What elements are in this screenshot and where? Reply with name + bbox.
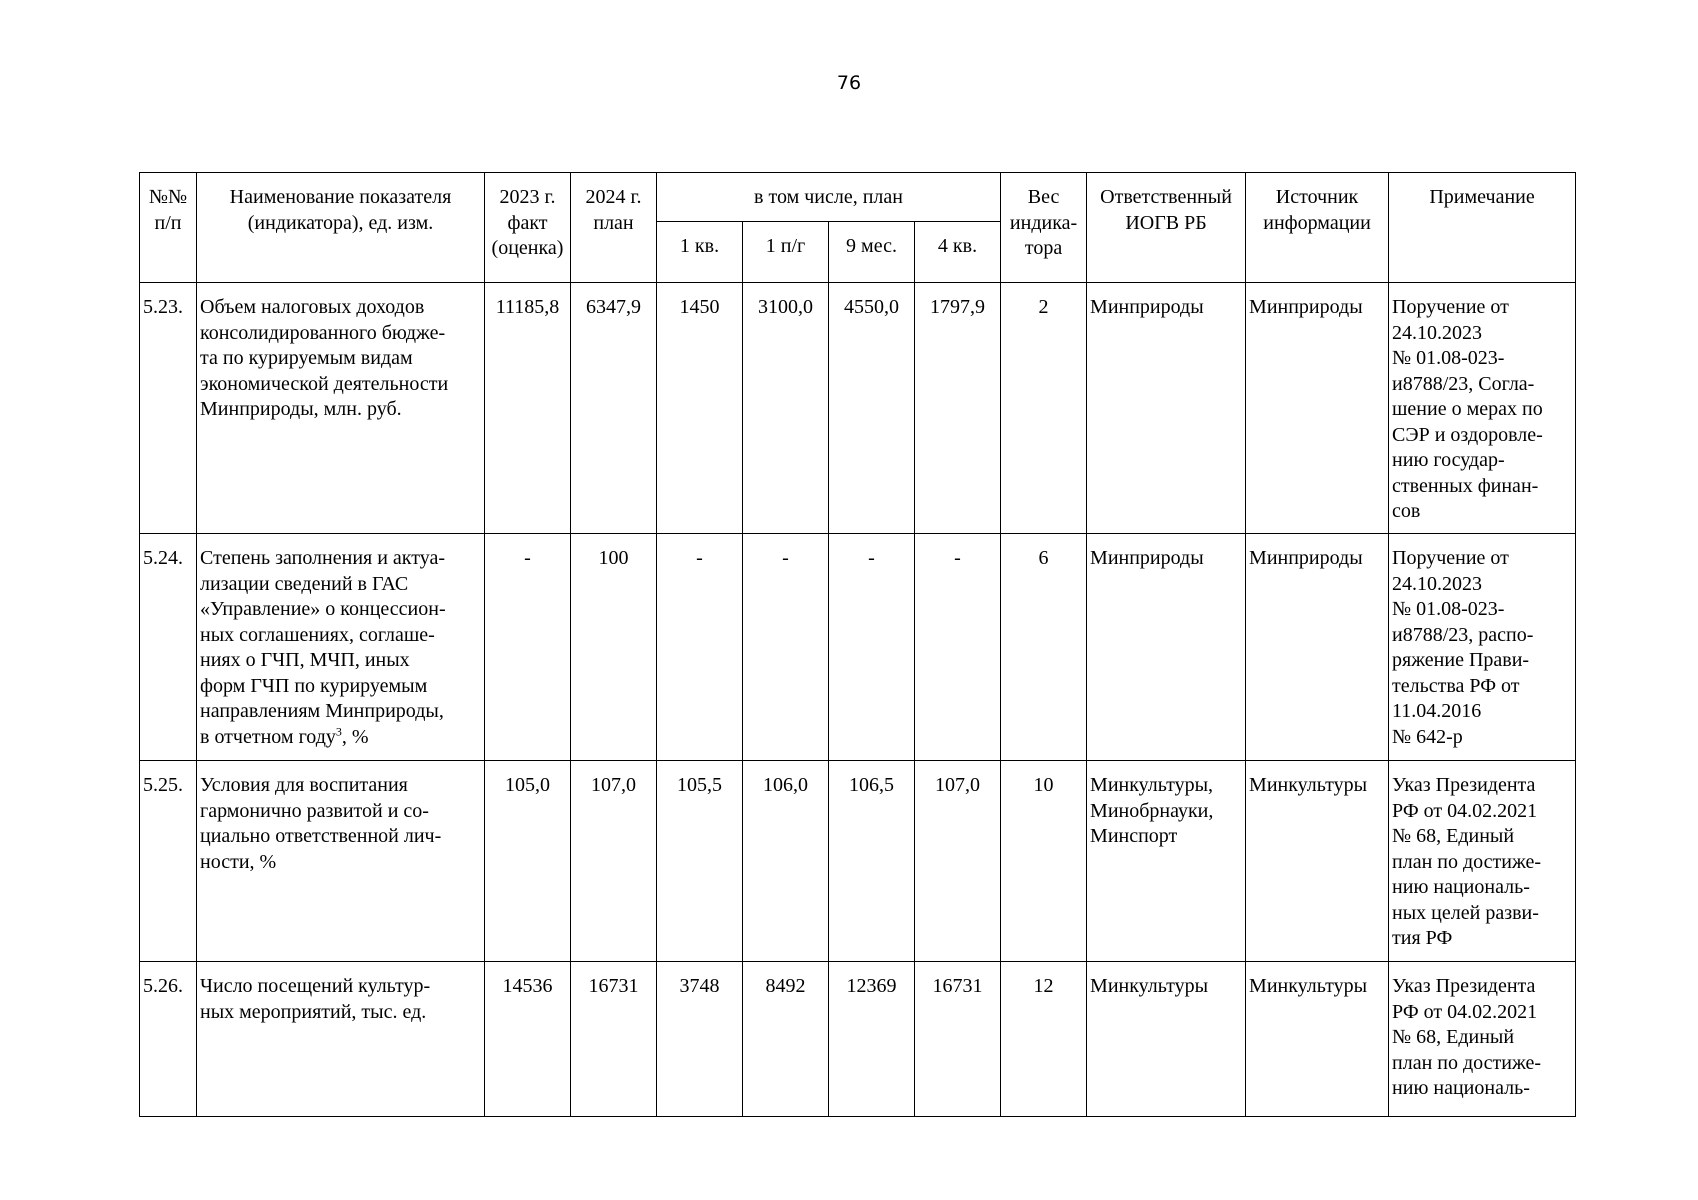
row-h1: 106,0 (743, 761, 829, 962)
row-name: Число посещений культур- ных мероприятий, тыс. ед. (197, 962, 485, 1117)
row-q1: - (657, 534, 743, 761)
table-row (140, 761, 1576, 962)
table-row (140, 962, 1576, 1117)
row-num: 5.25. (140, 761, 197, 962)
footnote-mark: 3 (335, 723, 342, 738)
row-num: 5.24. (140, 534, 197, 761)
table-row (140, 534, 1576, 761)
row-q1: 1450 (657, 283, 743, 534)
row-h1: 3100,0 (743, 283, 829, 534)
row-9m: - (829, 534, 915, 761)
header-q1: 1 кв. (657, 222, 743, 283)
row-q4: 1797,9 (915, 283, 1001, 534)
row-weight: 12 (1001, 962, 1087, 1117)
table-header-row (140, 173, 1576, 222)
header-q4: 4 кв. (915, 222, 1001, 283)
header-name: Наименование показателя (индикатора), ед. изм. (197, 173, 485, 283)
header-num: №№ п/п (140, 173, 197, 283)
row-source: Минкультуры (1246, 761, 1389, 962)
row-note: Указ Президента РФ от 04.02.2021 № 68, Единый план по достиже- нию националь- (1389, 962, 1576, 1117)
row-name-text: Степень заполнения и актуа- лизации сведений в ГАС «Управление» о концессион- ных соглашениях, соглаше- ниях о ГЧП, МЧП, иных форм ГЧП по курируемым направлениям Минприроды, в отчетном году (200, 547, 446, 748)
header-h1: 1 п/г (743, 222, 829, 283)
indicators-table (139, 172, 1576, 1117)
row-q4: 16731 (915, 962, 1001, 1117)
row-fact-2023: 105,0 (485, 761, 571, 962)
header-source: Источник информации (1246, 173, 1389, 283)
row-9m: 12369 (829, 962, 915, 1117)
row-q4: - (915, 534, 1001, 761)
row-9m: 106,5 (829, 761, 915, 962)
row-9m: 4550,0 (829, 283, 915, 534)
row-h1: - (743, 534, 829, 761)
row-h1: 8492 (743, 962, 829, 1117)
row-q1: 105,5 (657, 761, 743, 962)
row-source: Минприроды (1246, 283, 1389, 534)
row-q1: 3748 (657, 962, 743, 1117)
header-weight: Вес индика- тора (1001, 173, 1087, 283)
row-plan-2024: 107,0 (571, 761, 657, 962)
row-fact-2023: 11185,8 (485, 283, 571, 534)
header-responsible: Ответственный ИОГВ РБ (1087, 173, 1246, 283)
row-responsible: Минприроды (1087, 283, 1246, 534)
header-fact-2023: 2023 г. факт (оценка) (485, 173, 571, 283)
row-plan-2024: 100 (571, 534, 657, 761)
row-responsible: Минприроды (1087, 534, 1246, 761)
row-source: Минприроды (1246, 534, 1389, 761)
row-weight: 6 (1001, 534, 1087, 761)
row-note: Указ Президента РФ от 04.02.2021 № 68, Единый план по достиже- нию националь- ных целей разви- тия РФ (1389, 761, 1576, 962)
header-plan-2024: 2024 г. план (571, 173, 657, 283)
row-responsible: Минкультуры (1087, 962, 1246, 1117)
row-fact-2023: 14536 (485, 962, 571, 1117)
row-weight: 2 (1001, 283, 1087, 534)
row-fact-2023: - (485, 534, 571, 761)
row-name (197, 534, 485, 761)
row-note: Поручение от 24.10.2023 № 01.08-023- и8788/23, Согла- шение о мерах по СЭР и оздоровле- нию государ- ственных финан- сов (1389, 283, 1576, 534)
row-num: 5.23. (140, 283, 197, 534)
header-note: Примечание (1389, 173, 1576, 283)
row-plan-2024: 6347,9 (571, 283, 657, 534)
row-name-unit: , % (341, 725, 369, 748)
row-num: 5.26. (140, 962, 197, 1117)
page-number: 76 (836, 72, 862, 94)
header-9m: 9 мес. (829, 222, 915, 283)
row-source: Минкультуры (1246, 962, 1389, 1117)
row-q4: 107,0 (915, 761, 1001, 962)
row-name: Объем налоговых доходов консолидированного бюдже- та по курируемым видам экономической деятельности Минприроды, млн. руб. (197, 283, 485, 534)
table-row (140, 283, 1576, 534)
header-incl-plan: в том числе, план (657, 173, 1001, 222)
row-note: Поручение от 24.10.2023 № 01.08-023- и8788/23, распо- ряжение Прави- тельства РФ от 11.04.2016 № 642-р (1389, 534, 1576, 761)
row-weight: 10 (1001, 761, 1087, 962)
row-name: Условия для воспитания гармонично развитой и со- циально ответственной лич- ности, % (197, 761, 485, 962)
row-responsible: Минкультуры, Минобрнауки, Минспорт (1087, 761, 1246, 962)
row-plan-2024: 16731 (571, 962, 657, 1117)
